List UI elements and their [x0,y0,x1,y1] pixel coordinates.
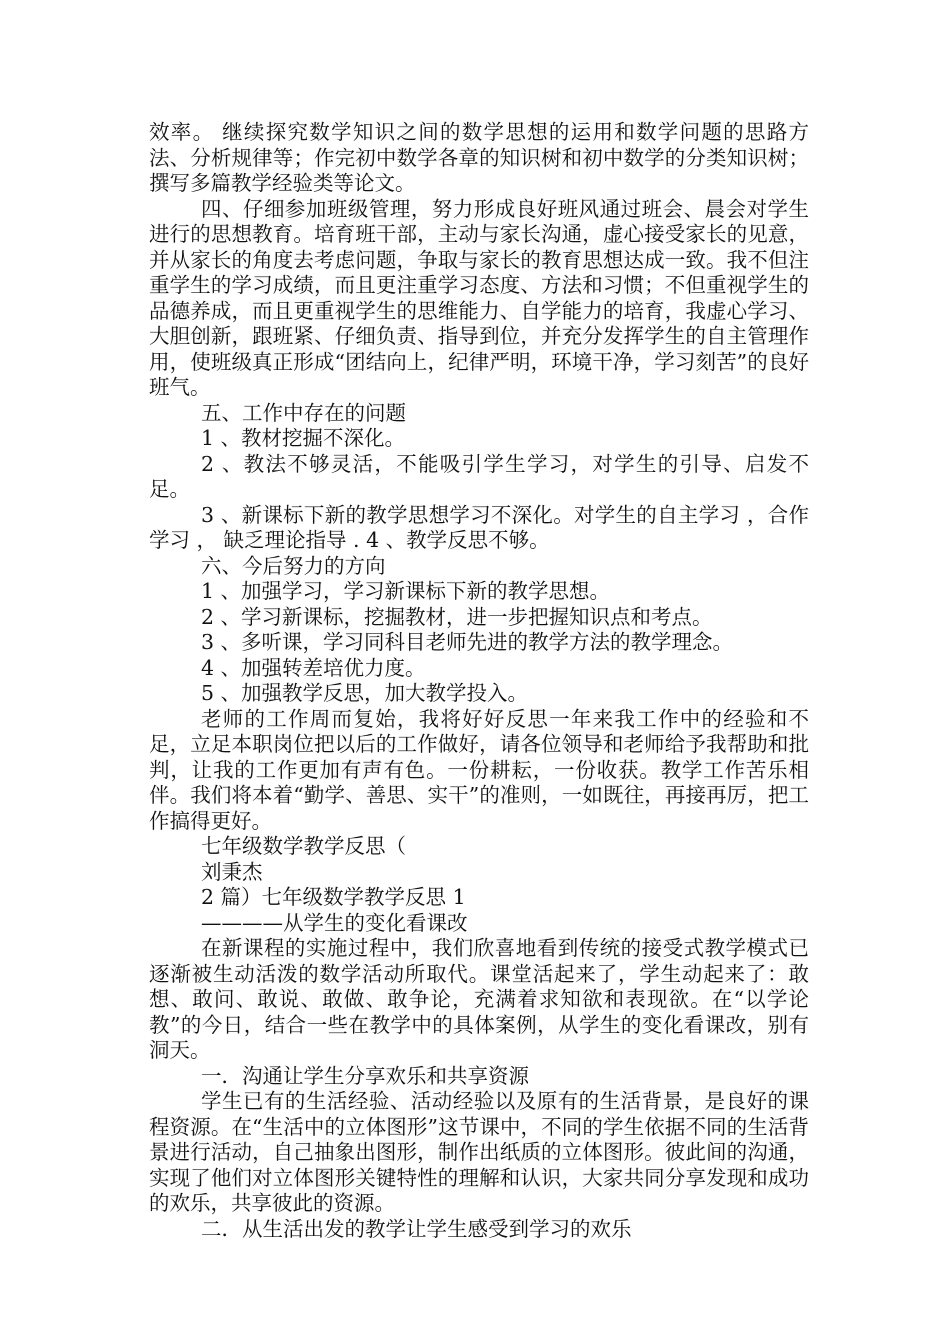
list-item: 3 、多听课，学习同科目老师先进的教学方法的教学理念。 [201,630,734,654]
list-item: 4 、加强转差培优力度。 [201,655,426,680]
list-item: 1 、教材挖掘不深化。 [201,426,406,450]
paragraph-conclusion: 老师的工作周而复始，我将好好反思一年来我工作中的经验和不足，立足本职岗位把以后的工作做好，请各位领导和老师给予我帮助和批判，让我的工作更加有声有色。一份耕耘，一份收获。教学工作苦乐相伴。我们将本着“勤学、善思、实干”的准则，一如既往，再接再厉，把工作搞得更好。 [149,706,809,833]
section-heading-future: 六、今后努力的方向 [201,553,386,578]
paragraph: 学生已有的生活经验、活动经验以及原有的生活背景，是良好的课程资源。在“生活中的立体图形”这节课中，不同的学生依据不同的生活背景进行活动，自己抽象出图形，制作出纸质的立体图形。彼此间的沟通，实现了他们对立体图形关键特性的理解和认识，大家共同分享发现和成功的欢乐，共享彼此的资源。 [149,1089,809,1215]
list-item: 2 、教法不够灵活，不能吸引学生学习，对学生的引导、启发不足。 [149,451,809,501]
subtitle-line: ————从学生的变化看课改 [201,910,468,935]
document-body [149,120,809,1242]
paragraph-class-management: 四、仔细参加班级管理，努力形成良好班风通过班会、晨会对学生进行的思想教育。培育班干部，主动与家长沟通，虚心接受家长的见意，并从家长的角度去考虑问题，争取与家长的教育思想达成一致。我不但注重学生的学习成绩，而且更注重学习态度、方法和习惯；不但重视学生的品德养成，而且更重视学生的思维能力、自学能力的培育，我虚心学习、大胆创新，跟班紧、仔细负责、指导到位，并充分发挥学生的自主管理作用，使班级真正形成“团结向上，纪律严明，环境干净，学习刻苦”的良好班气。 [149,196,809,399]
author-line: 刘秉杰 [201,859,263,884]
article-title-line: 七年级数学教学反思（ [201,834,406,858]
paragraph-intro: 在新课程的实施过程中，我们欣喜地看到传统的接受式教学模式已逐渐被生动活泼的数学活动所取代。课堂活起来了，学生动起来了：敢想、敢问、敢说、敢做、敢争论，充满着求知欲和表现欲。在“以学论教”的今日，结合一些在教学中的具体案例，从学生的变化看课改，别有洞天。 [149,936,809,1062]
list-item: 2 、学习新课标，挖掘教材，进一步把握知识点和考点。 [201,604,713,629]
article-title-line: 2 篇）七年级数学教学反思 1 [201,885,466,909]
list-item: 3 、新课标下新的教学思想学习不深化。对学生的自主学习 ，合作学习 ， 缺乏理论指导 . 4 、教学反思不够。 [149,502,809,552]
list-item: 1 、加强学习，学习新课标下新的教学思想。 [201,579,611,603]
section-heading-two: 二．从生活出发的教学让学生感受到学习的欢乐 [201,1216,632,1241]
paragraph: 效率。 继续探究数学知识之间的数学思想的运用和数学问题的思路方法、分析规律等；作完初中数学各章的知识树和初中数学的分类知识树；撰写多篇教学经验类等论文。 [149,120,809,195]
list-item: 5 、加强教学反思，加大教学投入。 [201,681,529,705]
section-heading-one: 一．沟通让学生分享欢乐和共享资源 [201,1063,529,1088]
section-heading-problems: 五、工作中存在的问题 [201,400,406,425]
